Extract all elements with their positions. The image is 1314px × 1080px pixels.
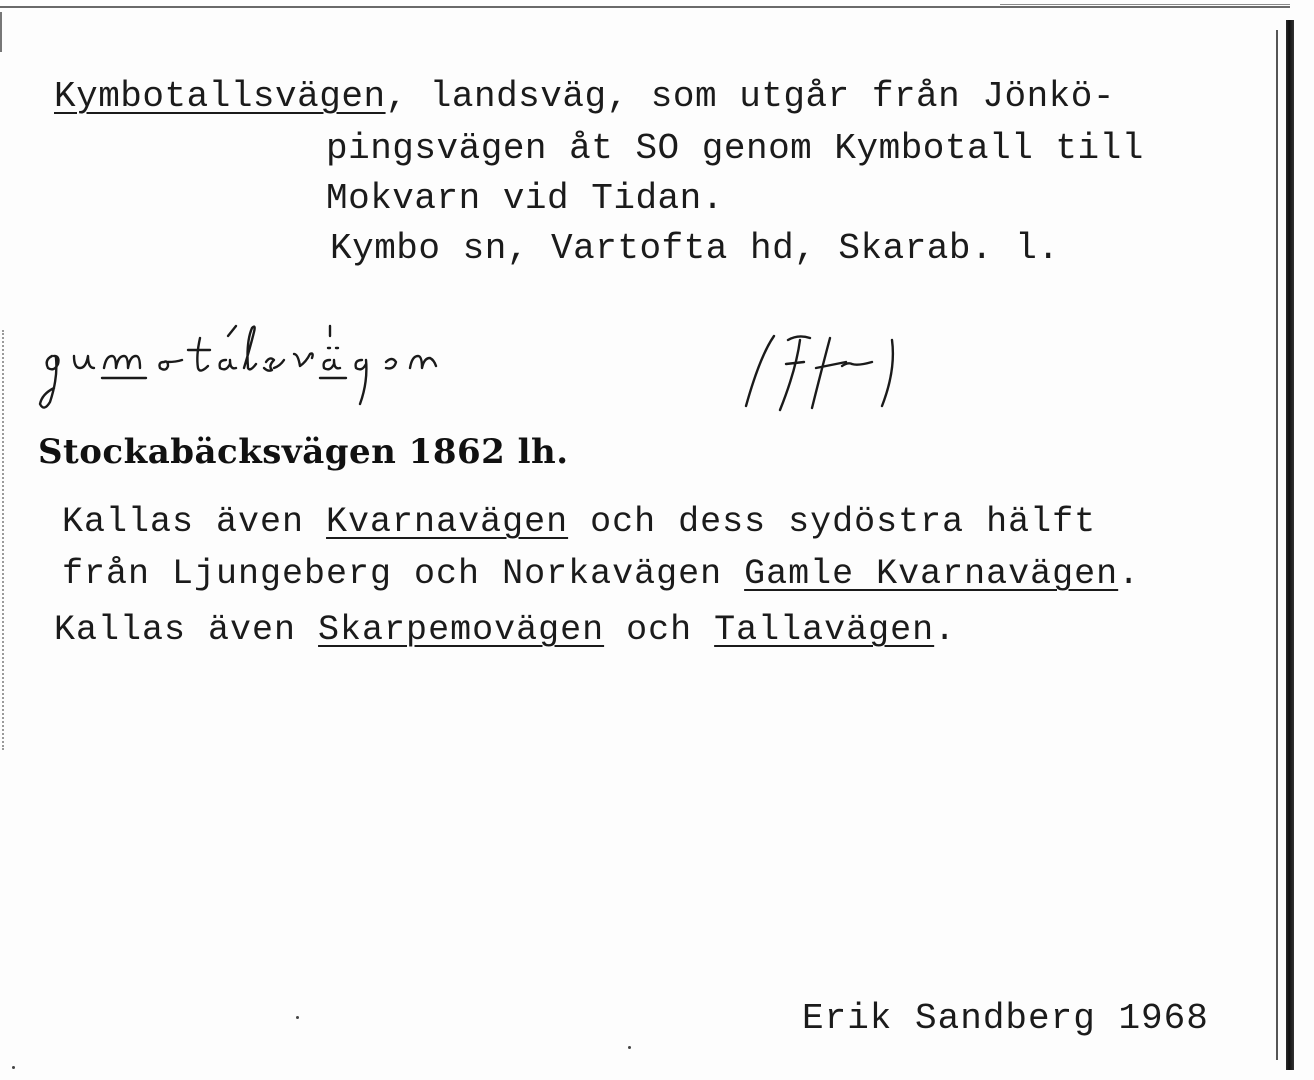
entry1-headword: Kymbotallsvägen	[54, 76, 386, 117]
scan-edge-top-right	[1000, 4, 1290, 5]
entry2-underlined-name: Skarpemovägen	[318, 610, 605, 650]
scan-edge-right	[1286, 20, 1294, 1070]
scan-edge-top-left	[0, 12, 2, 52]
entry2-line1	[62, 502, 1096, 542]
author-signature: Erik Sandberg 1968	[802, 998, 1209, 1039]
entry2-underlined-name: Gamle Kvarnavägen	[744, 554, 1119, 594]
entry2-text: från Ljungeberg och Norkavägen	[62, 554, 745, 594]
scan-edge-right-inner	[1276, 30, 1278, 1060]
entry2-underlined-name: Kvarnavägen	[326, 502, 569, 542]
entry1-line2: pingsvägen åt SO genom Kymbotall till	[326, 128, 1144, 169]
entry1-line4: Kymbo sn, Vartofta hd, Skarab. l.	[330, 228, 1060, 269]
handwritten-note-drawing	[30, 318, 910, 428]
entry2-text: och dess sydöstra hälft	[568, 502, 1097, 542]
entry2-text: Kallas även	[62, 502, 327, 542]
entry2-underlined-name: Tallavägen	[714, 610, 935, 650]
entry2-text: och	[604, 610, 715, 650]
scan-edge-left	[2, 330, 6, 750]
scan-speck	[12, 1066, 15, 1069]
entry2-line3	[54, 610, 956, 650]
entry2-line2	[62, 554, 1140, 594]
scan-speck	[628, 1046, 631, 1049]
entry1-line3: Mokvarn vid Tidan.	[326, 178, 724, 219]
entry2-title: Stockabäcksvägen 1862 lh.	[38, 432, 569, 472]
entry1-line1	[54, 76, 1115, 117]
entry2-text: .	[1118, 554, 1141, 594]
scan-edge-top	[0, 6, 1290, 8]
entry1-line1-text: , landsväg, som utgår från Jönkö-	[385, 76, 1115, 117]
entry2-text: Kallas även	[54, 610, 319, 650]
scan-speck	[296, 1016, 299, 1019]
entry2-text: .	[934, 610, 957, 650]
